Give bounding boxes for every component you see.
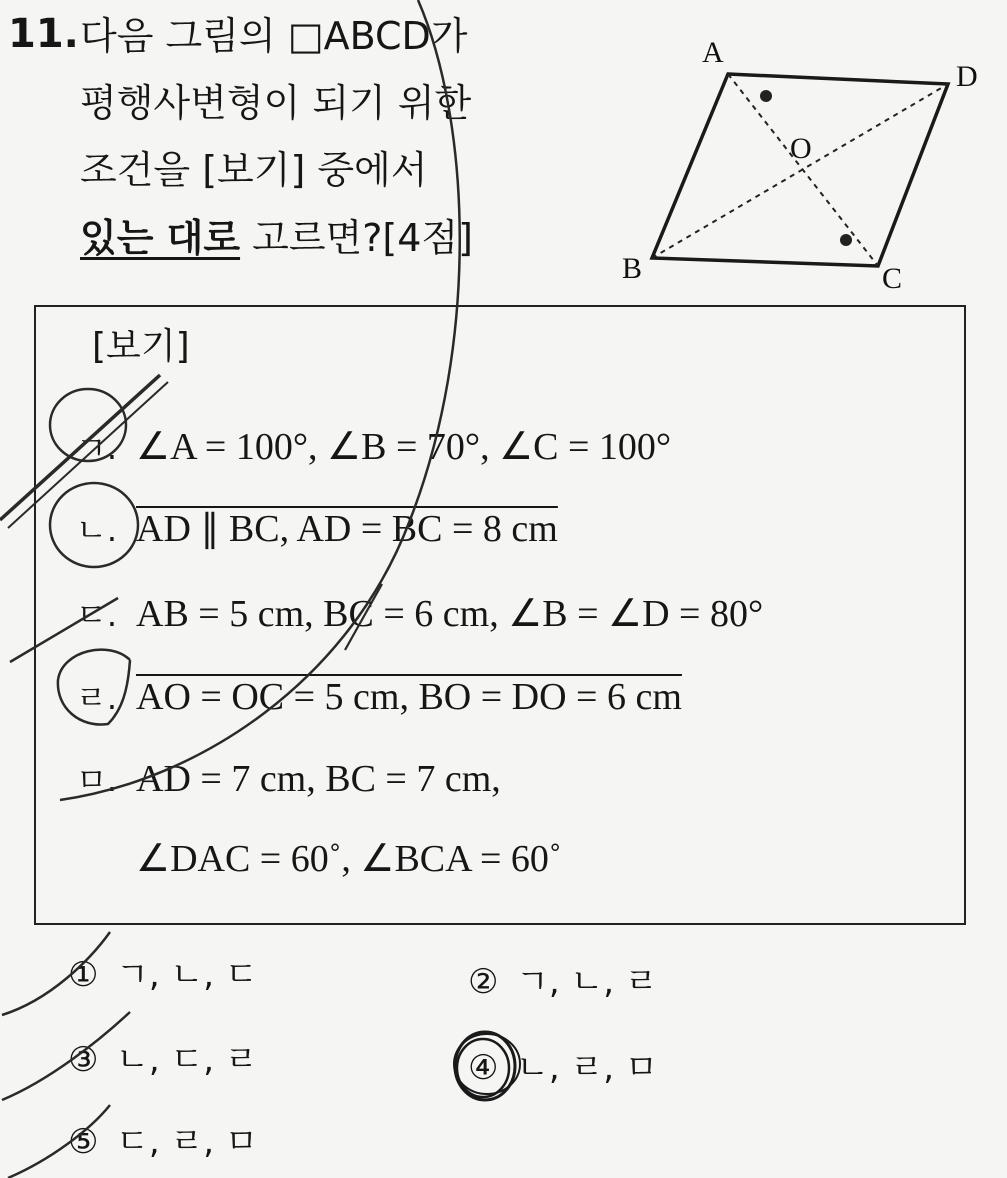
- choice-5[interactable]: [68, 1122, 258, 1162]
- choice-text: ㄴ, ㄷ, ㄹ: [116, 1040, 258, 1080]
- condition-marker: ㄱ.: [76, 429, 118, 467]
- choice-number: ①: [68, 955, 99, 995]
- question-line-4-rest: 고르면?[4점]: [240, 216, 473, 260]
- condition-marker: ㄴ.: [76, 511, 118, 549]
- label-d: D: [956, 60, 978, 93]
- choice-4[interactable]: [468, 1048, 658, 1088]
- condition-mieum: [76, 757, 501, 802]
- parallelogram-diagram: [590, 30, 1000, 300]
- choice-text: ㄱ, ㄴ, ㄹ: [516, 962, 658, 1002]
- choice-number: ③: [68, 1040, 99, 1080]
- question-line-2: 평행사변형이 되기 위한: [80, 81, 472, 125]
- label-c: C: [882, 262, 903, 295]
- condition-marker: ㄷ.: [76, 596, 118, 634]
- condition-text: ∠DAC = 60˚, ∠BCA = 60˚: [136, 838, 562, 880]
- example-box-title: [보기]: [92, 326, 190, 367]
- condition-marker: ㅁ.: [76, 761, 118, 799]
- choice-text: ㄱ, ㄴ, ㄷ: [116, 955, 258, 995]
- condition-mieum-cont: [76, 837, 562, 881]
- condition-nieun: [76, 507, 558, 552]
- condition-giyeok: [76, 425, 671, 470]
- choice-number: ④: [468, 1048, 499, 1088]
- question-number: 11.: [8, 11, 79, 57]
- question-line-3: 조건을 [보기] 중에서: [80, 148, 428, 192]
- label-a: A: [702, 36, 724, 69]
- choice-text: ㄴ, ㄹ, ㅁ: [516, 1048, 658, 1088]
- choice-2[interactable]: [468, 962, 658, 1002]
- label-o: O: [790, 132, 812, 165]
- condition-text: AO = OC = 5 cm, BO = DO = 6 cm: [136, 676, 682, 718]
- condition-marker: ㄹ.: [76, 679, 118, 717]
- choice-number: ⑤: [68, 1122, 99, 1162]
- label-b: B: [622, 252, 643, 285]
- angle-mark-a: [760, 90, 772, 102]
- condition-digeut: [76, 592, 763, 637]
- diagonal-bd: [652, 84, 948, 258]
- choice-number: ②: [468, 962, 499, 1002]
- question-emphasis: 있는 대로: [80, 216, 241, 260]
- condition-text: AD = 7 cm, BC = 7 cm,: [136, 758, 501, 800]
- choice-3[interactable]: [68, 1040, 258, 1080]
- question-line-1: 다음 그림의 □ABCD가: [80, 14, 468, 58]
- angle-mark-c: [840, 234, 852, 246]
- condition-text: AB = 5 cm, BC = 6 cm, ∠B = ∠D = 80°: [136, 593, 764, 635]
- condition-rieul: [76, 675, 682, 720]
- choice-text: ㄷ, ㄹ, ㅁ: [116, 1122, 258, 1162]
- parallelogram-figure: [590, 30, 1000, 300]
- condition-text: ∠A = 100°, ∠B = 70°, ∠C = 100°: [136, 426, 672, 468]
- example-box: [34, 305, 966, 925]
- question-line-4: [80, 218, 473, 258]
- condition-text: AD ∥ BC, AD = BC = 8 cm: [136, 508, 558, 550]
- choice-1[interactable]: [68, 955, 258, 995]
